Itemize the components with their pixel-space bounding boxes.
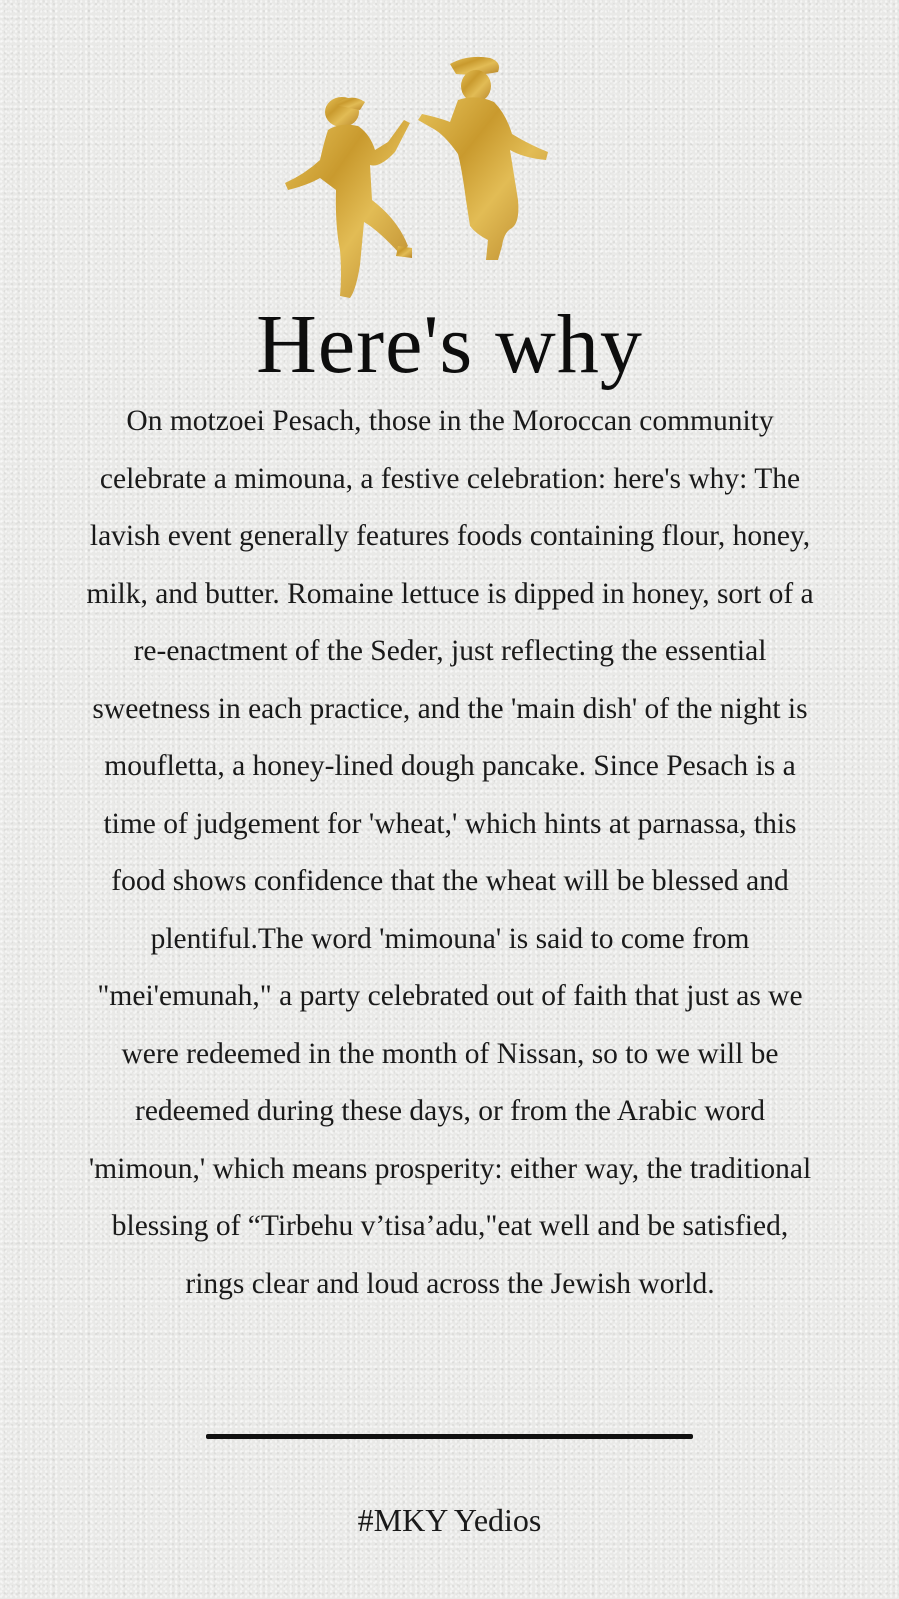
dancing-couple-icon (280, 50, 580, 310)
footer-hashtag: #MKY Yedios (357, 1502, 542, 1538)
divider (206, 1434, 693, 1439)
left-dancer-figure (285, 97, 412, 298)
article-body: On motzoei Pesach, those in the Moroccan community celebrate a mimouna, a festive celebration: here's why: The lavish event generally features foods containing flour, honey, milk, and butter. Romaine lettuce is dipped in honey, sort of a re-enactment of the Seder, just reflecting the essential sweetness in each practice, and the 'main dish' of the night is moufletta, a honey-lined dough pancake. Since Pesach is a time of judgement for 'wheat,' which hints at parnassa, this food shows confidence that the wheat will be blessed and plentiful.The word 'mimouna' is said to come from "mei'emunah," a party celebrated out of faith that just as we were redeemed in the month of Nissan, so to we will be redeemed during these days, or from the Arabic word 'mimoun,' which means prosperity: either way, the traditional blessing of “Tirbehu v’tisa’adu,"eat well and be satisfied, rings clear and loud across the Jewish world. (86, 405, 814, 1300)
page-title: Here's why (256, 298, 643, 391)
right-dancer-figure (418, 57, 548, 260)
